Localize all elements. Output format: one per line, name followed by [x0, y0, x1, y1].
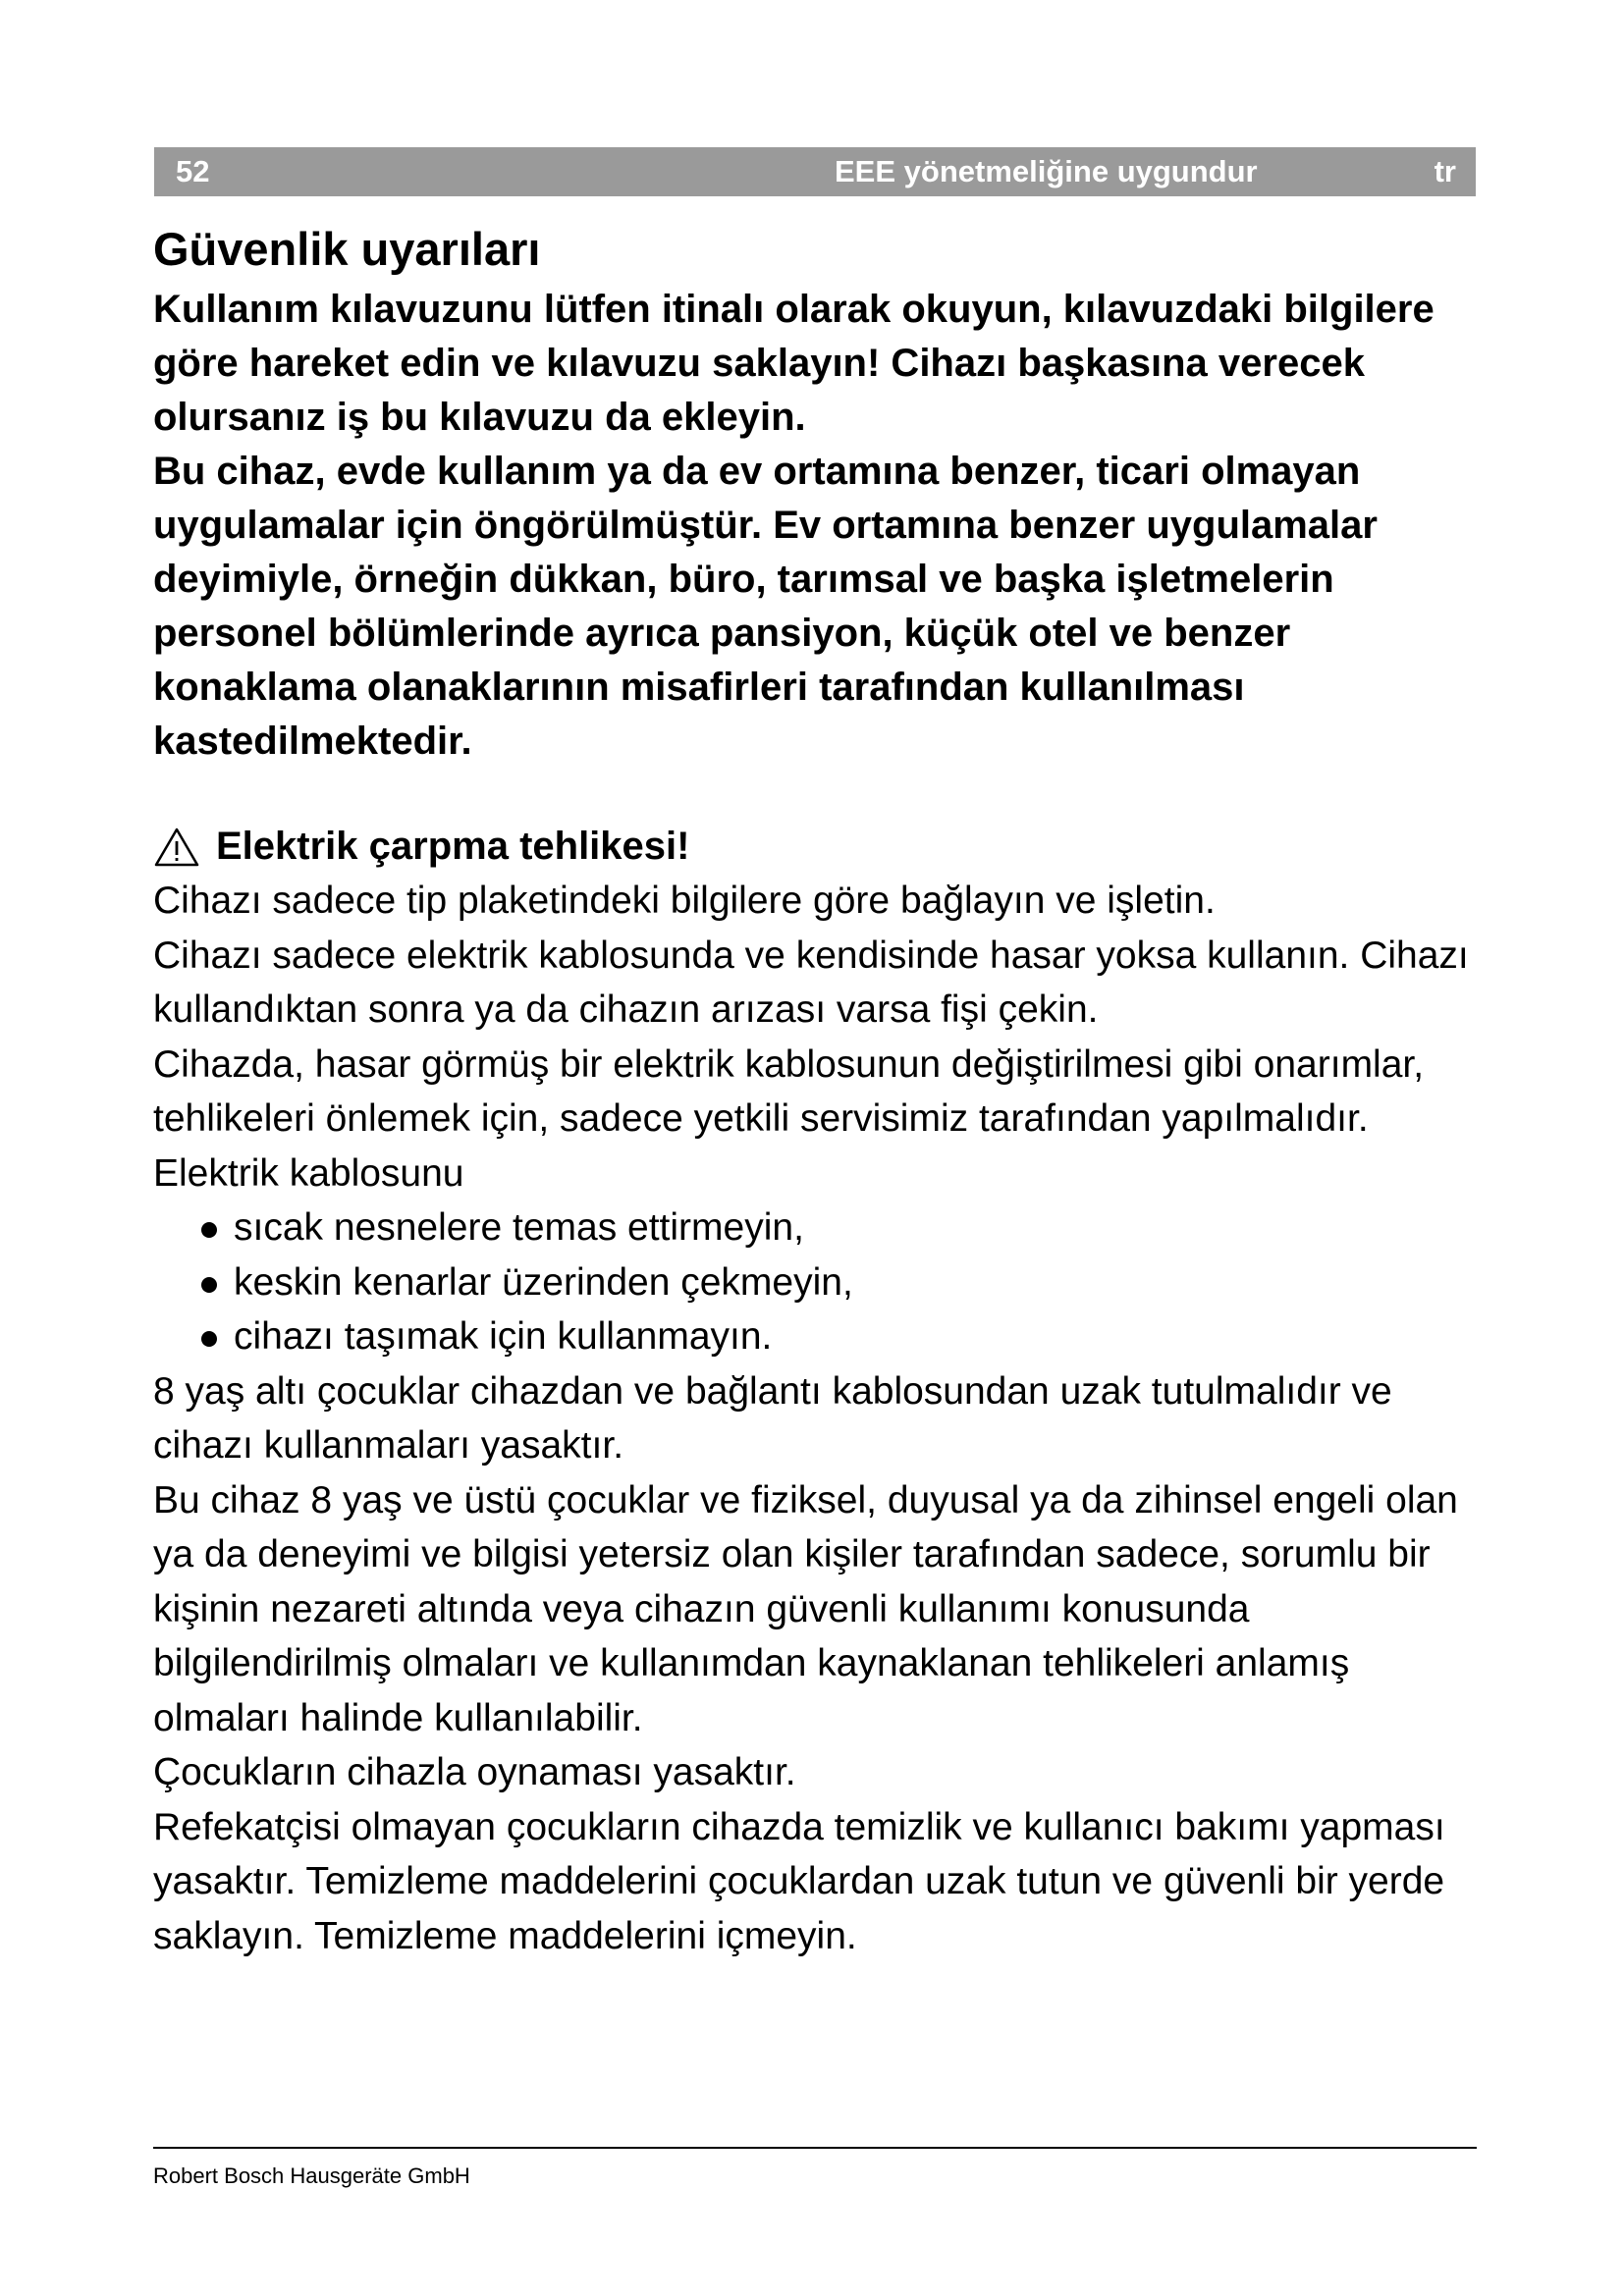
body-paragraph: Refekatçisi olmayan çocukların cihazda temizlik ve kullanıcı bakımı yapması yasaktır. Temizleme maddelerini çocuklardan uzak tutun ve güvenli bir yerde saklayın. Temizleme maddelerini içmeyin.	[153, 1805, 1445, 1957]
section-title: Güvenlik uyarıları	[153, 223, 541, 275]
footer-company: Robert Bosch Hausgeräte GmbH	[153, 2163, 470, 2188]
page-header-bar	[154, 147, 1476, 196]
bullet-item: sıcak nesnelere temas ettirmeyin,	[153, 1201, 1489, 1255]
body-paragraph: Bu cihaz 8 yaş ve üstü çocuklar ve fiziksel, duyusal ya da zihinsel engeli olan ya da deneyimi ve bilgisi yetersiz olan kişiler tarafından sadece, sorumlu bir kişinin nezareti altında veya cihazın güvenli kullanımı konusunda bilgilendirilmiş olmaları ve kullanımdan kaynaklanan tehlikeleri anlamış olmaları halinde kullanılabilir.	[153, 1478, 1458, 1739]
body-paragraph: Çocukların cihazla oynaması yasaktır.	[153, 1751, 796, 1793]
footer-divider	[153, 2147, 1477, 2149]
intro-paragraph: Bu cihaz, evde kullanım ya da ev ortamına benzer, ticari olmayan uygulamalar için öngörülmüştür. Ev ortamına benzer uygulamalar deyimiyle, örneğin dükkan, büro, tarımsal ve başka işletmelerin personel bölümlerinde ayrıca pansiyon, küçük otel ve benzer konaklama olanaklarının misafirleri tarafından kullanılması kastedilmektedir.	[153, 450, 1378, 763]
bullet-item: cihazı taşımak için kullanmayın.	[153, 1309, 1489, 1364]
body-paragraph: 8 yaş altı çocuklar cihazdan ve bağlantı kablosundan uzak tutulmalıdır ve cihazı kullanmaları yasaktır.	[153, 1369, 1392, 1467]
page-number: 52	[176, 154, 210, 188]
warning-body	[153, 874, 1489, 1963]
body-paragraph: Cihazı sadece elektrik kablosunda ve kendisinde hasar yoksa kullanın. Cihazı kullandıktan sonra ya da cihazın arızası varsa fişi çekin.	[153, 934, 1469, 1031]
cable-bullet-list	[153, 1201, 1489, 1364]
language-code: tr	[1434, 154, 1456, 188]
warning-heading	[153, 820, 1489, 874]
body-paragraph: Cihazda, hasar görmüş bir elektrik kablosunun değiştirilmesi gibi onarımlar, tehlikeleri önlemek için, sadece yetkili servisimiz tarafından yapılmalıdır.	[153, 1042, 1425, 1140]
warning-triangle-icon	[153, 827, 200, 868]
bullet-item: keskin kenarlar üzerinden çekmeyin,	[153, 1255, 1489, 1310]
warning-heading-text: Elektrik çarpma tehlikesi!	[216, 825, 690, 868]
body-paragraph: Elektrik kablosunu	[153, 1151, 464, 1195]
intro-block	[153, 283, 1489, 769]
page-content	[153, 222, 1489, 1963]
intro-paragraph: Kullanım kılavuzunu lütfen itinalı olarak okuyun, kılavuzdaki bilgilere göre hareket edin ve kılavuzu saklayın! Cihazı başkasına verecek olursanız iş bu kılavuzu da ekleyin.	[153, 288, 1435, 439]
body-paragraph: Cihazı sadece tip plaketindeki bilgilere göre bağlayın ve işletin.	[153, 880, 1216, 922]
header-title: EEE yönetmeliğine uygundur	[835, 154, 1258, 188]
